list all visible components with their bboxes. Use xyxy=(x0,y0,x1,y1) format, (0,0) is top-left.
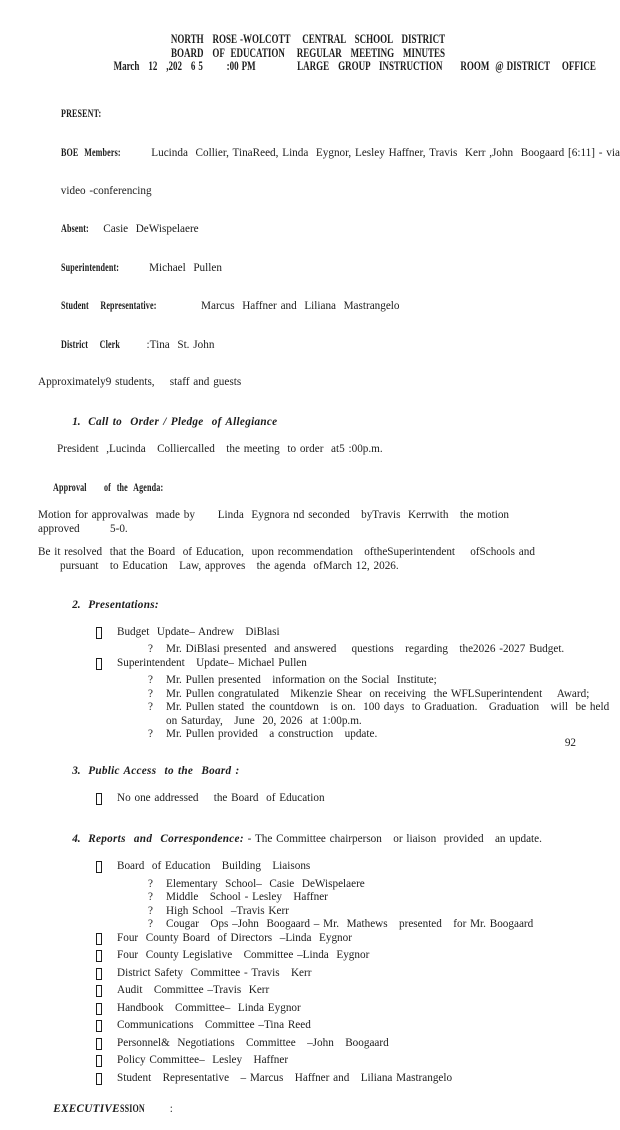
box-bullet-shape xyxy=(96,933,102,945)
absent-label: Absent: xyxy=(60,223,89,236)
box-bullet-shape xyxy=(96,627,102,639)
list-item-text: Student Representative – Marcus Haffner and Liliana Mastrangelo xyxy=(117,1071,453,1084)
list-item xyxy=(96,984,578,1002)
district-clerk-row xyxy=(38,326,578,364)
box-bullet-icon xyxy=(96,792,117,810)
list-item-text: Mr. DiBlasi presented and answered questions regarding the2026 -2027 Budget. xyxy=(166,643,565,656)
present-heading-row xyxy=(38,96,578,134)
section-title: Presentations: xyxy=(88,598,159,611)
list-item xyxy=(96,792,578,810)
list-item-text: Budget Update– Andrew DiBlasi xyxy=(117,625,280,638)
section-call-to-order-heading xyxy=(57,403,578,444)
box-bullet-shape xyxy=(96,1038,102,1050)
box-bullet-shape xyxy=(96,950,102,962)
list-item-text: High School –Travis Kerr xyxy=(166,904,289,917)
list-item-text: Mr. Pullen presented information on the Social Institute; xyxy=(166,674,437,687)
box-bullet-shape xyxy=(96,658,102,670)
list-subitem xyxy=(148,905,578,919)
section-title: Reports and Correspondence: xyxy=(88,833,244,846)
box-bullet-shape xyxy=(96,793,102,805)
box-bullet-icon xyxy=(96,860,117,878)
call-to-order-body: President ,Lucinda Colliercalled the meeting to order at5 :00p.m. xyxy=(57,443,383,456)
section-number: 2. xyxy=(72,598,81,611)
list-item-text-continued: on Saturday, June 20, 2026 at 1:00p.m. xyxy=(166,714,362,727)
page-number: 92 xyxy=(564,736,576,749)
list-item-text: Four County Board of Directors –Linda Eygnor xyxy=(117,931,352,944)
box-bullet-shape xyxy=(96,1003,102,1015)
absent-row xyxy=(38,211,578,249)
boe-members-row-continued xyxy=(38,172,578,210)
list-item-text: District Safety Committee - Travis Kerr xyxy=(117,966,312,979)
list-item xyxy=(96,860,578,878)
district-clerk-value: :Tina St. John xyxy=(142,338,215,351)
question-mark-bullet-icon: ? xyxy=(148,687,153,700)
list-item-text: Policy Committee– Lesley Haffner xyxy=(117,1054,289,1067)
box-bullet-shape xyxy=(96,1055,102,1067)
list-item-text: Four County Legislative Committee –Linda Eygnor xyxy=(117,949,370,962)
question-mark-bullet-icon: ? xyxy=(148,674,153,687)
list-item-text: Handbook Committee– Linda Eygnor xyxy=(117,1001,301,1014)
district-clerk-label: District Clerk xyxy=(60,338,120,351)
boe-members-row xyxy=(38,134,620,172)
attendance-section xyxy=(38,96,620,365)
boe-members-value: Lucinda Collier, TinaReed, Linda Eygnor, Lesley Haffner, Travis Kerr ,John Boogaard [6:11] - via xyxy=(143,146,620,159)
executive-session-condensed-part: SSION xyxy=(119,1102,145,1115)
agenda-approval-motion-line2: approved 5-0. xyxy=(38,522,128,535)
question-mark-bullet-icon: ? xyxy=(148,877,153,890)
list-subitem xyxy=(148,687,590,702)
list-item-text: Board of Education Building Liaisons xyxy=(117,860,311,873)
list-item-text: Audit Committee –Travis Kerr xyxy=(117,984,270,997)
list-subitem xyxy=(148,878,578,892)
list-item-text: Cougar Ops –John Boogaard – Mr. Mathews presented for Mr. Boogaard xyxy=(166,918,534,931)
list-item-text-wrap xyxy=(166,701,609,728)
meeting-type-title: BOARD OF EDUCATION REGULAR MEETING MINUTES xyxy=(170,45,446,60)
section-title-description: - The Committee chairperson or liaison provided an update. xyxy=(243,833,542,846)
boe-members-label: BOE Members: xyxy=(60,146,121,159)
superintendent-row xyxy=(38,249,578,287)
present-heading: PRESENT: xyxy=(60,108,102,121)
list-item-text: No one addressed the Board of Education xyxy=(117,792,325,805)
agenda-approval-label: Approval of the Agenda: xyxy=(53,482,164,495)
list-item xyxy=(96,657,578,675)
list-subitem xyxy=(148,918,578,932)
section-presentations-heading xyxy=(57,585,578,626)
list-item-text: Mr. Pullen congratulated Mikenzie Shear on receiving the WFLSuperintendent Award; xyxy=(166,687,590,700)
district-title: NORTH ROSE -WOLCOTT CENTRAL SCHOOL DISTRICT xyxy=(170,32,446,46)
question-mark-bullet-icon: ? xyxy=(148,891,153,904)
list-item xyxy=(96,967,578,985)
list-subitem xyxy=(148,891,578,905)
list-item xyxy=(96,1002,578,1020)
box-bullet-shape xyxy=(96,985,102,997)
executive-session-colon: : xyxy=(154,1102,173,1115)
list-item-text: Mr. Pullen stated the countdown is on. 100 days to Graduation. Graduation will be held xyxy=(166,701,610,714)
box-bullet-shape xyxy=(96,861,102,873)
section-title: Call to Order / Pledge of Allegiance xyxy=(88,416,278,429)
box-bullet-shape xyxy=(96,1073,102,1085)
list-subitem xyxy=(148,728,578,742)
resolution-line1: Be it resolved that the Board of Education, upon recommendation oftheSuperintendent ofSchools and xyxy=(38,546,535,559)
absent-value: Casie DeWispelaere xyxy=(99,223,199,236)
document-header xyxy=(38,32,596,74)
agenda-approval-motion-line1: Motion for approvalwas made by Linda Eygnora nd seconded byTravis Kerrwith the motion xyxy=(38,509,510,522)
student-representative-value: Marcus Haffner and Liliana Mastrangelo xyxy=(193,300,400,313)
agenda-approval-heading-row xyxy=(38,469,578,510)
section-public-access-heading xyxy=(57,752,578,793)
box-bullet-icon xyxy=(96,1002,117,1020)
list-item-text: Superintendent Update– Michael Pullen xyxy=(117,656,307,669)
question-mark-bullet-icon: ? xyxy=(148,701,153,714)
box-bullet-icon xyxy=(96,626,117,644)
list-item xyxy=(96,932,578,950)
box-bullet-icon xyxy=(96,1054,117,1072)
list-item xyxy=(96,949,578,967)
superintendent-value: Michael Pullen xyxy=(141,261,222,274)
box-bullet-icon xyxy=(96,949,117,967)
section-number: 4. xyxy=(72,833,81,846)
list-item xyxy=(96,1037,578,1055)
list-item xyxy=(96,626,578,644)
box-bullet-icon xyxy=(96,932,117,950)
question-mark-bullet-icon: ? xyxy=(148,728,153,741)
boe-members-value-continued: video -conferencing xyxy=(60,185,152,198)
list-item xyxy=(96,1072,578,1090)
resolution-line2: pursuant to Education Law, approves the agenda ofMarch 12, 2026. xyxy=(60,559,399,572)
box-bullet-shape xyxy=(96,1020,102,1032)
box-bullet-shape xyxy=(96,968,102,980)
list-item-text: Mr. Pullen provided a construction update. xyxy=(166,728,378,741)
section-number: 3. xyxy=(72,765,81,778)
list-item-text: Elementary School– Casie DeWispelaere xyxy=(166,877,365,890)
list-item xyxy=(96,1054,578,1072)
student-representative-label: Student Representative: xyxy=(60,300,157,313)
box-bullet-icon xyxy=(96,1037,117,1055)
box-bullet-icon xyxy=(96,984,117,1002)
box-bullet-icon xyxy=(96,657,117,675)
section-number: 1. xyxy=(72,416,81,429)
box-bullet-icon xyxy=(96,1072,117,1090)
list-subitem xyxy=(148,701,610,728)
meeting-datetime-location: March 12 ,202 6 5 :00 PM LARGE GROUP INSTRUCTION ROOM @ DISTRICT OFFICE xyxy=(113,59,596,73)
student-representative-row xyxy=(38,287,578,325)
box-bullet-icon xyxy=(96,967,117,985)
superintendent-label: Superintendent: xyxy=(60,261,119,274)
question-mark-bullet-icon: ? xyxy=(148,904,153,917)
section-title: Public Access to the Board : xyxy=(88,765,240,778)
list-item-text: Middle School - Lesley Haffner xyxy=(166,891,328,904)
list-subitem xyxy=(148,674,578,688)
executive-session-italic-part: EXECUTIVE xyxy=(53,1102,120,1115)
list-item-text: Communications Committee –Tina Reed xyxy=(117,1019,311,1032)
box-bullet-icon xyxy=(96,1019,117,1037)
list-item-text: Personnel& Negotiations Committee –John Boogaard xyxy=(117,1036,389,1049)
section-reports-heading xyxy=(57,820,578,861)
attendance-count-note: Approximately9 students, staff and guests xyxy=(38,376,242,389)
list-subitem xyxy=(148,643,578,657)
question-mark-bullet-icon: ? xyxy=(148,918,153,931)
question-mark-bullet-icon: ? xyxy=(148,643,153,656)
list-item xyxy=(96,1019,578,1037)
executive-session-heading xyxy=(38,1089,578,1130)
